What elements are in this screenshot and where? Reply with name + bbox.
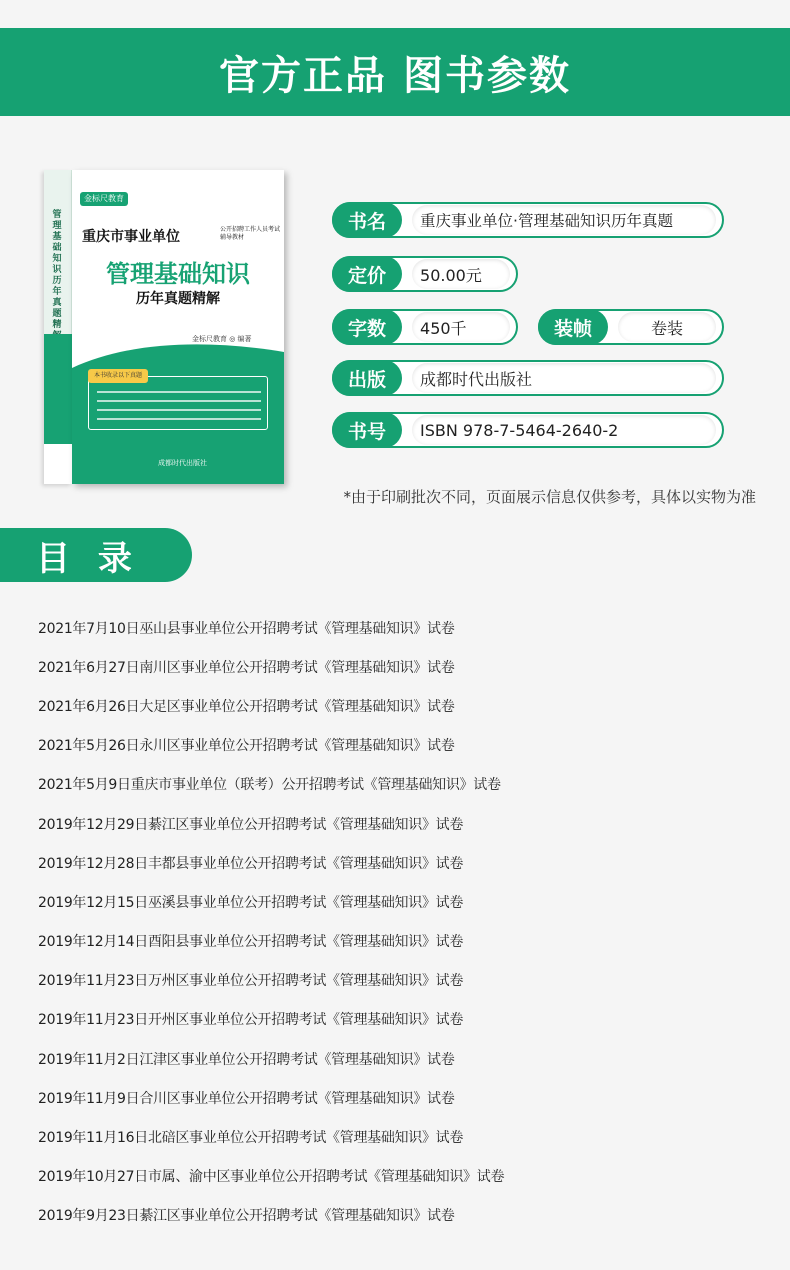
cover-title-main: 重庆市事业单位 (82, 229, 180, 245)
book-front (72, 170, 284, 484)
info-row-isbn (332, 412, 724, 448)
book-cover-image (44, 168, 286, 486)
isbn-value: ISBN 978-7-5464-2640-2 (412, 415, 716, 445)
cover-title-side: 公开招聘工作人员考试辅导教材 (220, 226, 281, 241)
toc-heading-tab (0, 528, 192, 582)
cover-author: 金标尺教育 ◎ 编著 (192, 335, 252, 343)
toc-item: 2021年7月10日巫山县事业单位公开招聘考试《管理基础知识》试卷 (38, 620, 455, 637)
publisher-label: 出版 (332, 360, 402, 396)
toc-item: 2019年12月14日酉阳县事业单位公开招聘考试《管理基础知识》试卷 (38, 934, 464, 951)
info-row-title (332, 202, 724, 238)
toc-item: 2021年5月26日永川区事业单位公开招聘考试《管理基础知识》试卷 (38, 738, 455, 755)
toc-item: 2019年12月29日綦江区事业单位公开招聘考试《管理基础知识》试卷 (38, 816, 464, 833)
header-banner (0, 28, 790, 116)
title-pill (332, 202, 724, 238)
banner-title: 官方正品 图书参数 (219, 52, 571, 99)
cover-box-lines (97, 391, 261, 427)
words-value: 450千 (412, 312, 510, 342)
binding-pill (538, 309, 724, 345)
isbn-pill (332, 412, 724, 448)
toc-item: 2019年12月28日丰都县事业单位公开招聘考试《管理基础知识》试卷 (38, 855, 464, 872)
toc-item: 2021年6月27日南川区事业单位公开招聘考试《管理基础知识》试卷 (38, 659, 455, 676)
toc-item: 2019年12月15日巫溪县事业单位公开招聘考试《管理基础知识》试卷 (38, 894, 464, 911)
toc-item: 2019年11月16日北碚区事业单位公开招聘考试《管理基础知识》试卷 (38, 1130, 464, 1147)
cover-publisher: 成都时代出版社 (158, 459, 207, 467)
price-pill (332, 256, 518, 292)
words-label: 字数 (332, 309, 402, 345)
cover-subject: 管理基础知识 (106, 260, 250, 288)
toc-title: 目 录 (36, 538, 140, 579)
publisher-value: 成都时代出版社 (412, 363, 716, 393)
info-row-binding (538, 309, 724, 345)
toc-item: 2019年9月23日綦江区事业单位公开招聘考试《管理基础知识》试卷 (38, 1208, 455, 1225)
cover-box-heading: 本书收录以下真题 (88, 369, 148, 383)
price-label: 定价 (332, 256, 402, 292)
cover-subtitle: 历年真题精解 (136, 291, 220, 307)
info-row-words (332, 309, 518, 345)
binding-label: 装帧 (538, 309, 608, 345)
isbn-label: 书号 (332, 412, 402, 448)
binding-value: 卷装 (618, 312, 716, 342)
words-pill (332, 309, 518, 345)
toc-item: 2019年11月23日开州区事业单位公开招聘考试《管理基础知识》试卷 (38, 1012, 464, 1029)
toc-item: 2021年5月9日重庆市事业单位（联考）公开招聘考试《管理基础知识》试卷 (38, 777, 501, 794)
info-row-price (332, 256, 518, 292)
book-spine (44, 170, 72, 484)
toc-list (38, 608, 788, 1235)
toc-item: 2019年11月23日万州区事业单位公开招聘考试《管理基础知识》试卷 (38, 973, 464, 990)
title-label: 书名 (332, 202, 402, 238)
spine-bottom (44, 444, 72, 484)
toc-item: 2019年11月2日江津区事业单位公开招聘考试《管理基础知识》试卷 (38, 1051, 455, 1068)
disclaimer-note: *由于印刷批次不同，页面展示信息仅供参考，具体以实物为准 (343, 488, 756, 506)
title-value: 重庆事业单位·管理基础知识历年真题 (412, 205, 716, 235)
toc-item: 2021年6月26日大足区事业单位公开招聘考试《管理基础知识》试卷 (38, 698, 455, 715)
publisher-pill (332, 360, 724, 396)
cover-contents-box (88, 372, 268, 430)
toc-item: 2019年11月9日合川区事业单位公开招聘考试《管理基础知识》试卷 (38, 1090, 455, 1107)
spine-text: 管理基础知识 历年真题精 (52, 210, 62, 330)
spine-green-band (44, 334, 72, 444)
info-row-publisher (332, 360, 724, 396)
cover-logo: 金标尺教育 (80, 192, 128, 206)
price-value: 50.00元 (412, 259, 510, 289)
toc-item: 2019年10月27日市属、渝中区事业单位公开招聘考试《管理基础知识》试卷 (38, 1169, 505, 1186)
